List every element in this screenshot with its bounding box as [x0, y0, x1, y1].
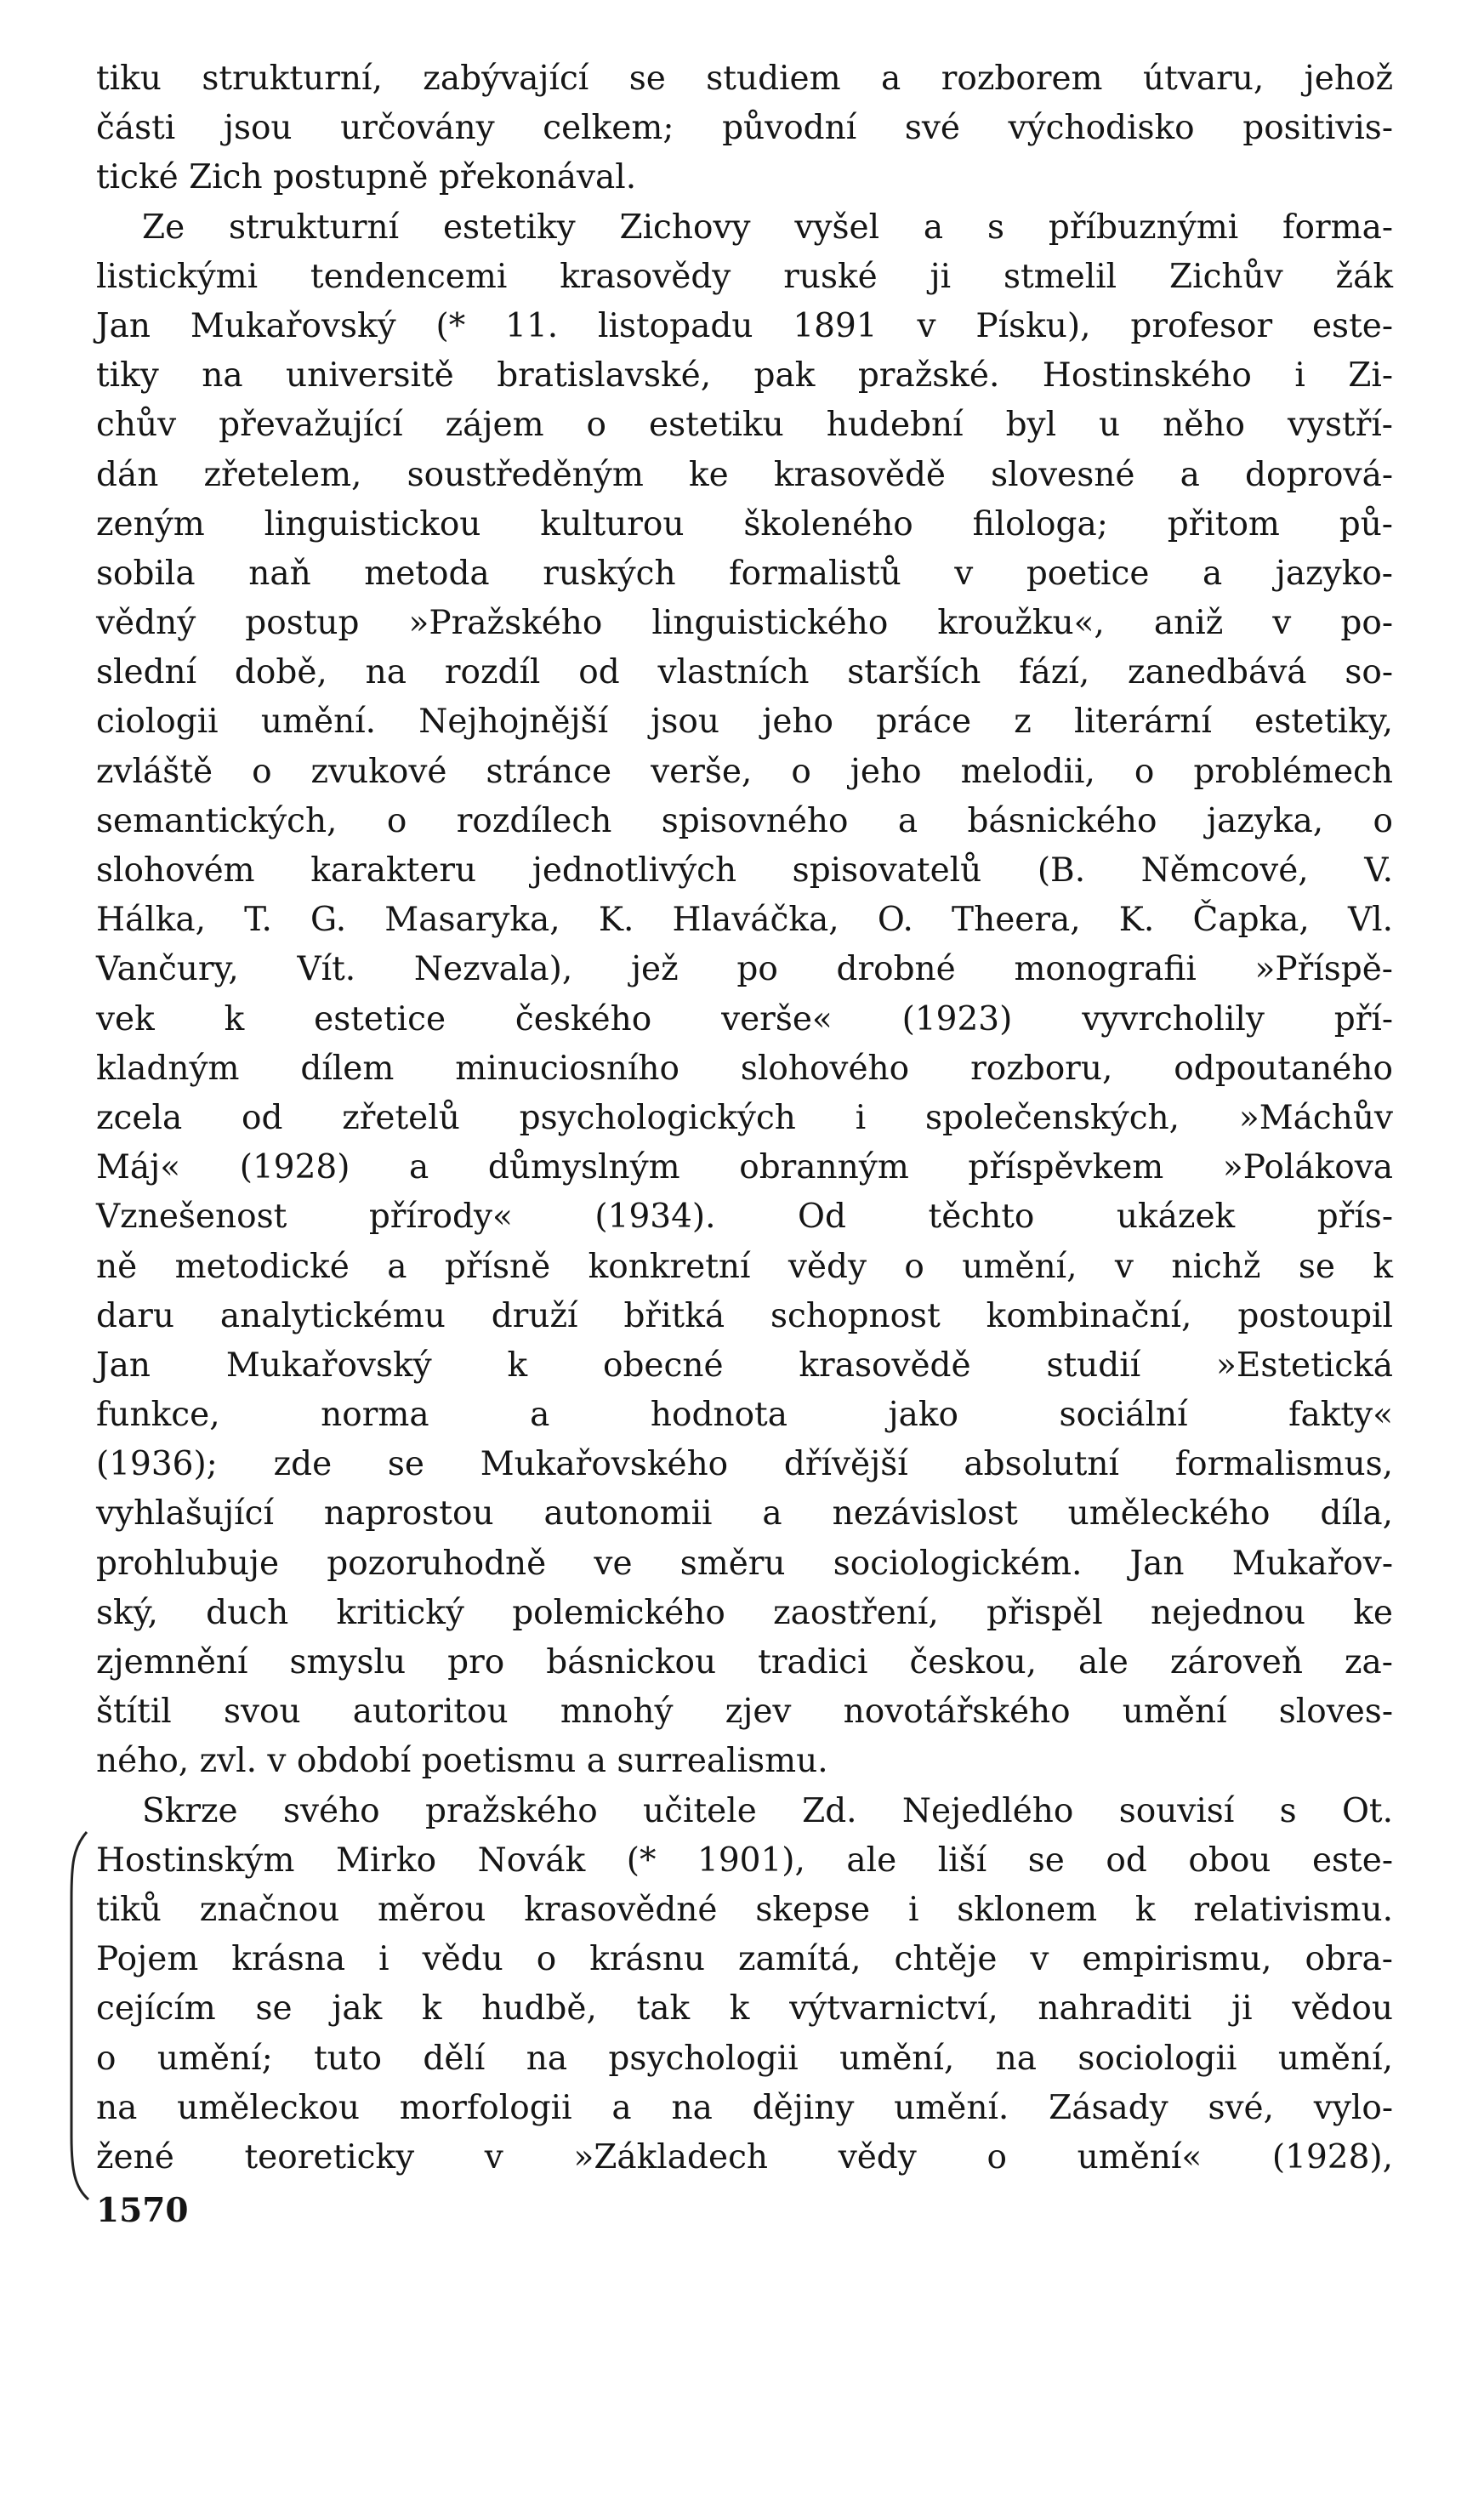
text-line: listickými tendencemi krasovědy ruské ji stmelil Zichův žák — [96, 257, 1393, 296]
text-line: semantických, o rozdílech spisovného a básnického jazyka, o — [96, 801, 1393, 840]
text-line: zcela od zřetelů psychologických i společenských, »Máchův — [96, 1098, 1393, 1137]
text-line: Vančury, Vít. Nezvala), jež po drobné monografii »Příspě- — [96, 950, 1393, 989]
text-line: Máj« (1928) a důmyslným obranným příspěvkem »Polákova — [96, 1148, 1393, 1187]
text-line: Jan Mukařovský k obecné krasovědě studií »Estetická — [96, 1346, 1393, 1385]
text-line: Pojem krásna i vědu o krásnu zamítá, chtěje v empirismu, obra- — [96, 1940, 1393, 1979]
text-line: slední době, na rozdíl od vlastních starších fází, zanedbává so- — [96, 653, 1393, 692]
page-number: 1570 — [96, 2191, 189, 2230]
text-line: ciologii umění. Nejhojnější jsou jeho práce z literární estetiky, — [96, 703, 1393, 742]
text-line: zjemnění smyslu pro básnickou tradici českou, ale zároveň za- — [96, 1643, 1393, 1681]
text-line: Ze strukturní estetiky Zichovy vyšel a s příbuznými forma- — [142, 208, 1393, 247]
text-line: ně metodické a přísně konkretní vědy o umění, v nichž se k — [96, 1247, 1393, 1286]
text-line: Hálka, T. G. Masaryka, K. Hlaváčka, O. Theera, K. Čapka, Vl. — [96, 901, 1393, 940]
text-line: ného, zvl. v období poetismu a surrealismu. — [96, 1742, 828, 1781]
text-line: dán zřetelem, soustředěným ke krasovědě slovesné a doprová- — [96, 455, 1393, 494]
text-line: sobila naň metoda ruských formalistů v poetice a jazyko- — [96, 554, 1393, 593]
text-line: vědný postup »Pražského linguistického kroužku«, aniž v po- — [96, 604, 1393, 643]
text-line: chův převažující zájem o estetiku hudební byl u něho vystří- — [96, 406, 1393, 445]
text-line: tiku strukturní, zabývající se studiem a rozborem útvaru, jehož — [96, 60, 1393, 98]
text-line: kladným dílem minuciosního slohového rozboru, odpoutaného — [96, 1049, 1393, 1088]
text-line: tiky na universitě bratislavské, pak pražské. Hostinského i Zi- — [96, 356, 1393, 395]
text-line: (1936); zde se Mukařovského dřívější absolutní formalismus, — [96, 1445, 1393, 1484]
text-line: slohovém karakteru jednotlivých spisovatelů (B. Němcové, V. — [96, 851, 1393, 890]
text-line: tické Zich postupně překonával. — [96, 158, 637, 197]
text-line: na uměleckou morfologii a na dějiny umění. Zásady své, vylo- — [96, 2088, 1393, 2127]
text-line: ský, duch kritický polemického zaostření, přispěl nejednou ke — [96, 1593, 1393, 1632]
body-text — [96, 54, 1393, 2182]
text-line: vek k estetice českého verše« (1923) vyvrcholily pří- — [96, 999, 1393, 1038]
text-line: zeným linguistickou kulturou školeného filologa; přitom pů- — [96, 504, 1393, 543]
text-line: štítil svou autoritou mnohý zjev novotářského umění sloves- — [96, 1693, 1393, 1732]
text-line: Hostinským Mirko Novák (* 1901), ale liší se od obou este- — [96, 1841, 1393, 1880]
text-line: vyhlašující naprostou autonomii a nezávislost uměleckého díla, — [96, 1494, 1393, 1533]
text-line: žené teoreticky v »Základech vědy o umění« (1928), — [96, 2137, 1393, 2176]
text-line: cejícím se jak k hudbě, tak k výtvarnictví, nahraditi ji vědou — [96, 1989, 1393, 2029]
text-line: Vznešenost přírody« (1934). Od těchto ukázek přís- — [96, 1198, 1393, 1237]
text-line: Jan Mukařovský (* 11. listopadu 1891 v Písku), profesor este- — [96, 306, 1393, 345]
text-line: daru analytickému druží břitká schopnost kombinační, postoupil — [96, 1296, 1393, 1335]
text-line: Skrze svého pražského učitele Zd. Nejedlého souvisí s Ot. — [142, 1791, 1393, 1830]
margin-bracket-mark — [66, 1830, 92, 2201]
text-line: o umění; tuto dělí na psychologii umění, na sociologii umění, — [96, 2039, 1393, 2078]
text-line: zvláště o zvukové stránce verše, o jeho melodii, o problémech — [96, 752, 1393, 791]
text-line: části jsou určovány celkem; původní své východisko positivis- — [96, 109, 1393, 148]
text-line: prohlubuje pozoruhodně ve směru sociologickém. Jan Mukařov- — [96, 1544, 1393, 1583]
text-line: funkce, norma a hodnota jako sociální fakty« — [96, 1396, 1393, 1435]
text-line: tiků značnou měrou krasovědné skepse i sklonem k relativismu. — [96, 1890, 1393, 1929]
